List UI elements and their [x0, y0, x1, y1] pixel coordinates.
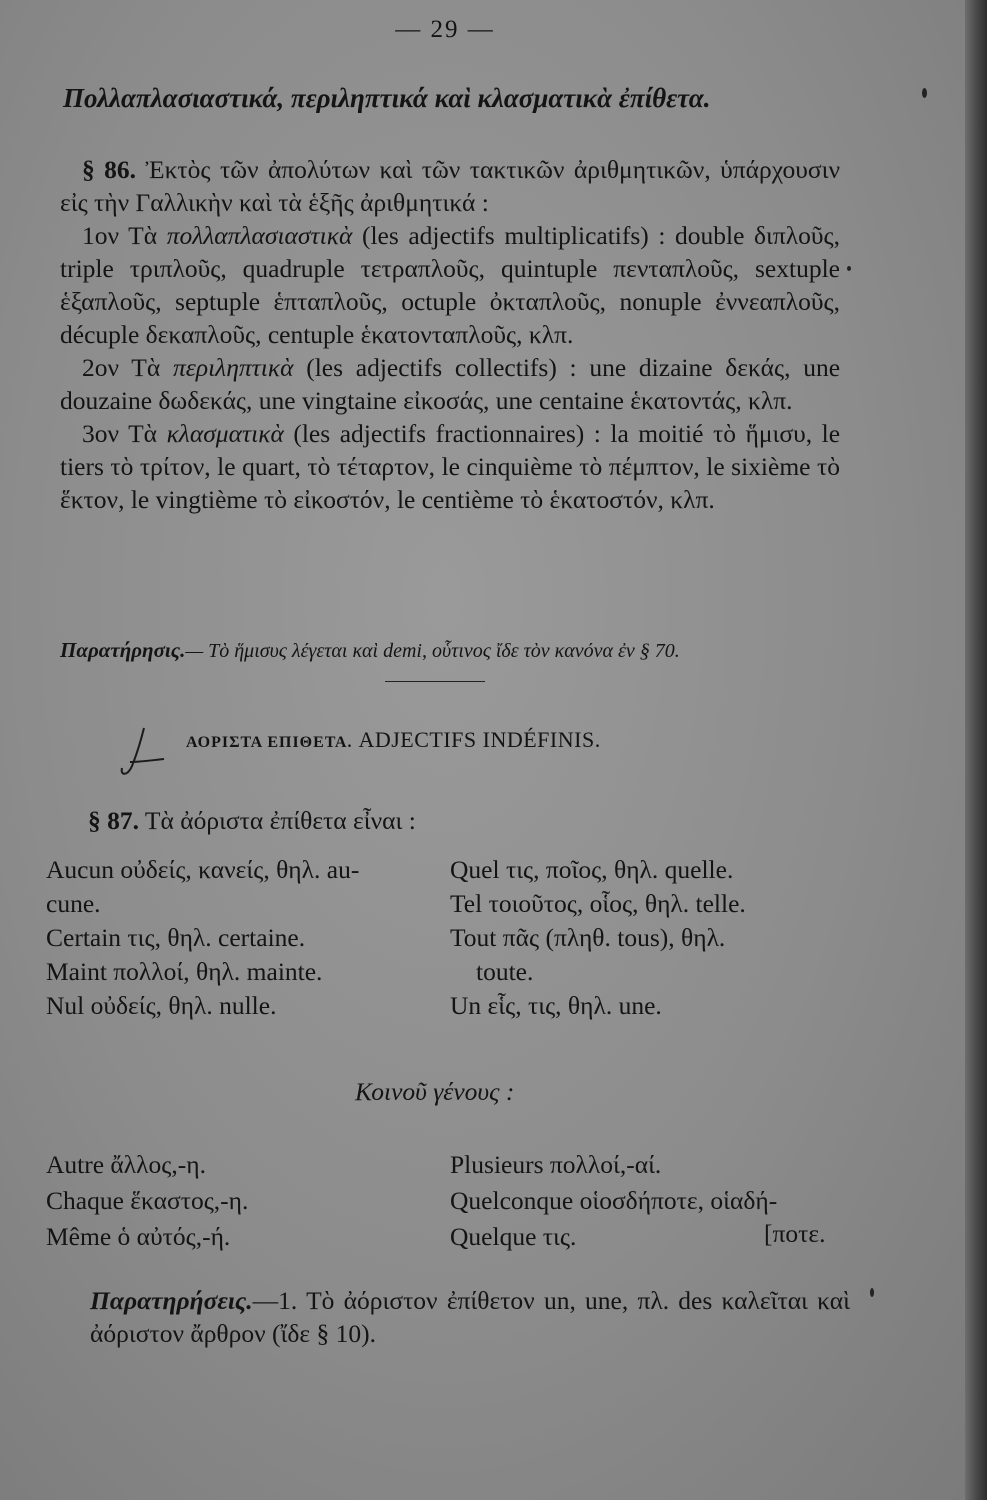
- list-item: Quel τις, ποῖος, θηλ. quelle.: [450, 855, 734, 884]
- list-item: cune.: [46, 889, 101, 918]
- section-86-intro: [60, 153, 840, 219]
- indefinite-list-right: [450, 853, 746, 1023]
- remarks-body: —1. Τὸ ἀόριστον ἐπίθετον un, une, πλ. des καλεῖται καὶ ἀόριστον ἄρθρον (ἴδε § 10).: [90, 1286, 850, 1348]
- item-term: πολλαπλασιαστικὰ: [166, 221, 353, 250]
- section-87-text: Τὰ ἀόριστα ἐπίθετα εἶναι :: [144, 806, 416, 835]
- separator-rule: [385, 681, 485, 682]
- item-text: (les adjectifs multiplicatifs) : double διπλοῦς, triple τριπλοῦς, quadruple τετραπλοῦς, quintuple πενταπλοῦς, sextuple ἑξαπλοῦς, septuple ἑπταπλοῦς, octuple ὀκταπλοῦς, nonuple ἐννεαπλοῦς, décuple δεκαπλοῦς, centuple ἑκατονταπλοῦς, κλπ.: [60, 221, 840, 349]
- common-gender-list-left: [46, 1147, 248, 1255]
- section-87-number: § 87.: [88, 806, 139, 835]
- list-item: Même ὁ αὐτός,-ή.: [46, 1222, 231, 1251]
- item-fractionnaires: [60, 417, 840, 516]
- item-term: περιληπτικὰ: [173, 353, 294, 382]
- list-item: Quelconque οἱοσδήποτε, οἱαδή-: [450, 1186, 778, 1215]
- list-item: toute.: [476, 957, 534, 986]
- item-collectifs: [60, 351, 840, 417]
- item-label: 1ον Τὰ: [82, 221, 158, 250]
- list-item: Quelque τις.: [450, 1222, 577, 1251]
- section-87: [88, 806, 416, 836]
- section-86-intro-text: Ἐκτὸς τῶν ἀπολύτων καὶ τῶν τακτικῶν ἀριθμητικῶν, ὑπάρχουσιν εἰς τὴν Γαλλικὴν καὶ τὰ ἑξῆς ἀριθμητικά :: [60, 155, 840, 217]
- indefinite-list-left: [46, 853, 359, 1023]
- heading-french: ADJECTIFS INDÉFINIS.: [358, 727, 601, 752]
- section-86-note: [60, 638, 840, 663]
- ink-speck: [847, 266, 851, 271]
- heading-greek: ΑΟΡΙΣΤΑ ΕΠΙΘΕΤΑ.: [186, 734, 353, 751]
- list-item: Tel τοιοῦτος, οἷος, θηλ. telle.: [450, 889, 746, 918]
- remarks-paragraph: [90, 1284, 850, 1350]
- item-term: κλασματικὰ: [166, 419, 284, 448]
- handwritten-mark: [110, 722, 170, 782]
- list-item: Chaque ἕκαστος,-η.: [46, 1186, 249, 1215]
- ink-speck: [870, 1288, 874, 1297]
- common-gender-list-right: [450, 1147, 777, 1255]
- common-gender-heading: Κοινοῦ γένους :: [355, 1077, 515, 1106]
- item-multiplicatifs: [60, 219, 840, 351]
- list-item: Autre ἄλλος,-η.: [46, 1150, 206, 1179]
- item-text: (les adjectifs fractionnaires) : la moitié τὸ ἥμισυ, le tiers τὸ τρίτον, le quart, τὸ τέταρτον, le cinquième τὸ πέμπτον, le sixième τὸ ἕκτον, le vingtième τὸ εἰκοστόν, le centième τὸ ἑκατοστόν, κλπ.: [60, 419, 841, 514]
- note-label: Παρατήρησις.: [60, 638, 186, 662]
- section-86-number: § 86.: [82, 155, 137, 184]
- indefinite-adjectives-heading: [186, 727, 601, 753]
- item-label: 3ον Τὰ: [82, 419, 158, 448]
- ink-speck: [922, 88, 927, 98]
- item-label: 2ον Τὰ: [82, 353, 161, 382]
- list-item: Nul οὐδείς, θηλ. nulle.: [46, 991, 277, 1020]
- item-text: (les adjectifs collectifs) : une dizaine δεκάς, une douzaine δωδεκάς, une vingtaine εἰκοσάς, une centaine ἑκατοντάς, κλπ.: [60, 353, 841, 415]
- section-86: [60, 153, 840, 516]
- word-continuation: [ποτε.: [764, 1219, 826, 1248]
- page-number: — 29 —: [395, 16, 495, 43]
- note-text: — Τὸ ἥμισυς λέγεται καὶ demi, οὗτινος ἴδε τὸν κανόνα ἐν § 70.: [185, 640, 680, 662]
- section-title: Πολλαπλασιαστικά, περιληπτικά καὶ κλασματικὰ ἐπίθετα.: [63, 83, 711, 113]
- list-item: Un εἷς, τις, θηλ. une.: [450, 991, 662, 1020]
- page-edge-shadow: [965, 0, 987, 1500]
- list-item: Certain τις, θηλ. certaine.: [46, 923, 306, 952]
- remarks-label: Παρατηρήσεις.: [90, 1286, 253, 1315]
- list-item: Plusieurs πολλοί,-αί.: [450, 1150, 662, 1179]
- list-item: Tout πᾶς (πληθ. tous), θηλ.: [450, 923, 726, 952]
- list-item: Aucun οὐδείς, κανείς, θηλ. au-: [46, 855, 360, 884]
- list-item: Maint πολλοί, θηλ. mainte.: [46, 957, 323, 986]
- remarks-text: [90, 1284, 850, 1350]
